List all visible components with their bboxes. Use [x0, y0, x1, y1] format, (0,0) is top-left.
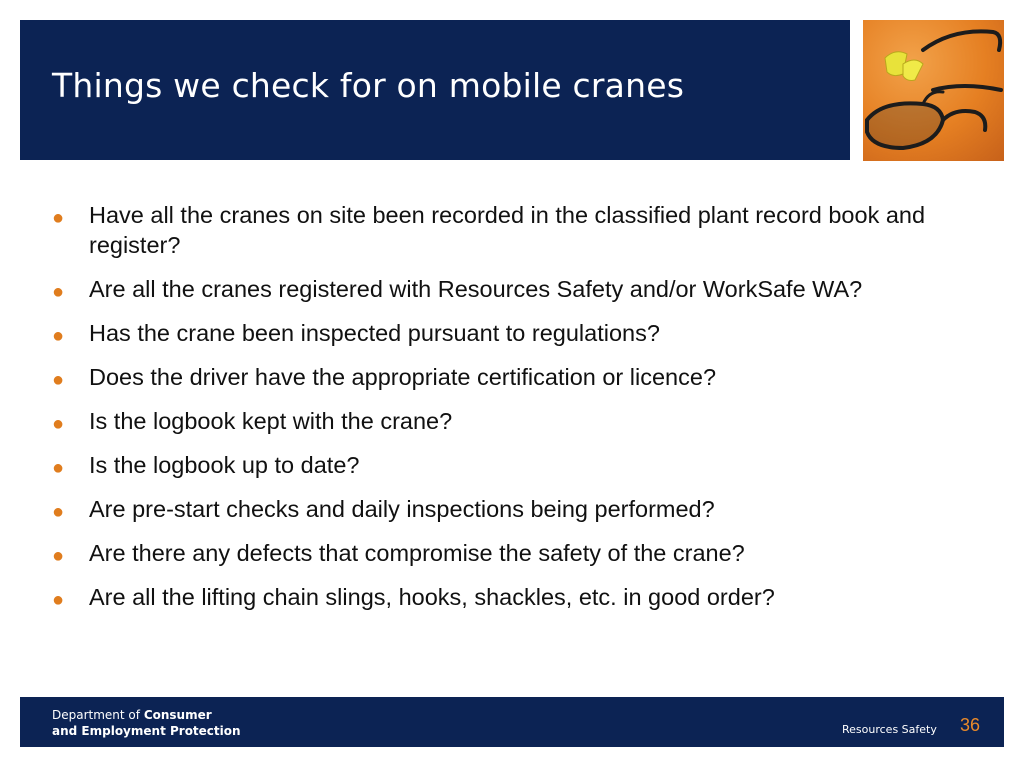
list-item	[52, 450, 972, 480]
bullet-icon: ●	[52, 501, 65, 523]
list-item-text: Is the logbook kept with the crane?	[89, 408, 453, 434]
list-item	[52, 538, 972, 568]
dept-name-line-2: and Employment Protection	[52, 724, 241, 738]
safety-glasses-icon	[867, 31, 1001, 148]
list-item-text: Are all the lifting chain slings, hooks, shackles, etc. in good order?	[89, 584, 775, 610]
list-item-text: Is the logbook up to date?	[89, 452, 360, 478]
footer-bar	[20, 697, 1004, 747]
slide-title: Things we check for on mobile cranes	[52, 66, 685, 105]
bullet-icon: ●	[52, 413, 65, 435]
list-item	[52, 582, 972, 612]
list-item	[52, 362, 972, 392]
list-item-text: Are all the cranes registered with Resources Safety and/or WorkSafe WA?	[89, 276, 863, 302]
dept-prefix: Department of	[52, 708, 144, 722]
dept-name-bold: Consumer	[143, 708, 212, 722]
department-logo-text	[52, 707, 241, 739]
list-item-text: Does the driver have the appropriate certification or licence?	[89, 364, 717, 390]
bullet-icon: ●	[52, 589, 65, 611]
list-item	[52, 274, 972, 304]
list-item	[52, 494, 972, 524]
list-item	[52, 200, 972, 260]
list-item-text: Have all the cranes on site been recorded in the classified plant record book and register?	[89, 202, 926, 258]
title-banner	[20, 20, 850, 160]
checklist	[52, 200, 972, 626]
earplug-icon	[885, 52, 923, 81]
list-item	[52, 318, 972, 348]
page-number: 36	[960, 715, 981, 735]
bullet-icon: ●	[52, 545, 65, 567]
list-item-text: Are pre-start checks and daily inspections being performed?	[89, 496, 715, 522]
list-item-text: Are there any defects that compromise the safety of the crane?	[89, 540, 745, 566]
bullet-icon: ●	[52, 325, 65, 347]
list-item	[52, 406, 972, 436]
bullet-icon: ●	[52, 281, 65, 303]
bullet-icon: ●	[52, 457, 65, 479]
safety-gear-photo	[863, 20, 1004, 161]
resources-safety-label: Resources Safety	[842, 723, 937, 736]
list-item-text: Has the crane been inspected pursuant to regulations?	[89, 320, 660, 346]
bullet-icon: ●	[52, 369, 65, 391]
bullet-icon: ●	[52, 207, 65, 229]
